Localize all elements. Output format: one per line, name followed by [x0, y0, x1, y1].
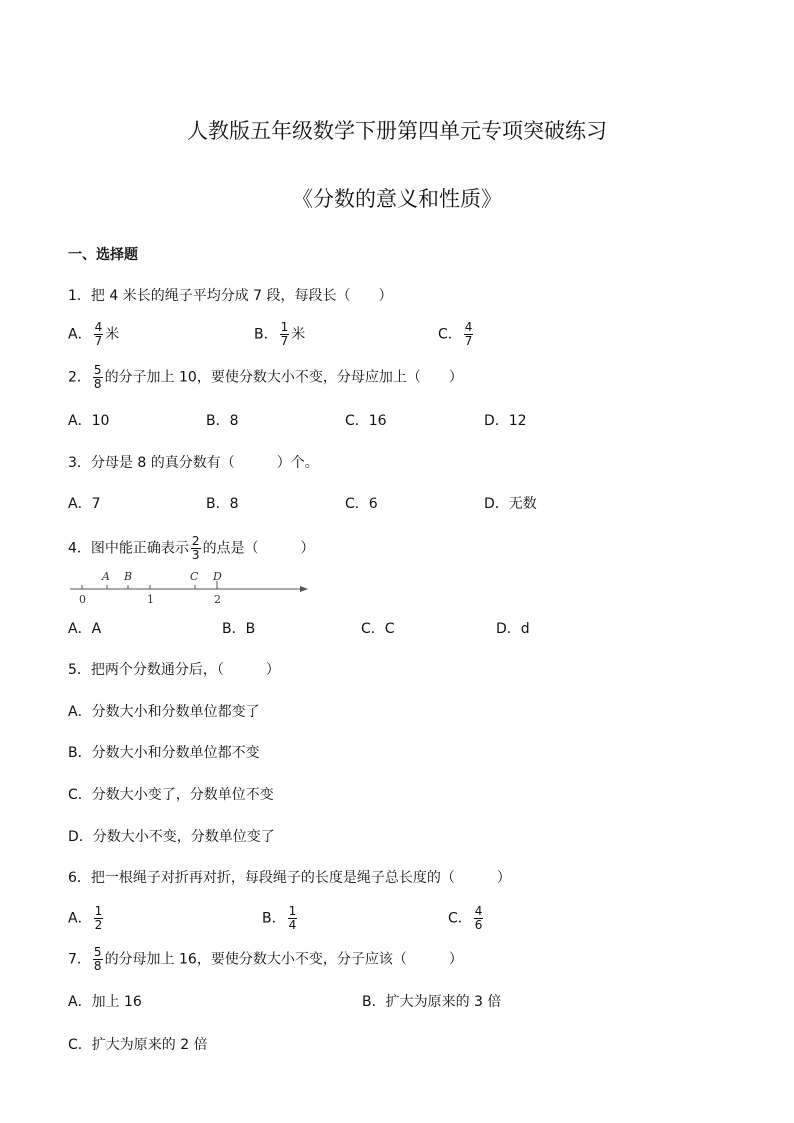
question-stem: 的点是（ ） — [202, 540, 315, 557]
fraction-denominator: 7 — [464, 334, 473, 348]
question-1: 1．把 4 米长的绳子平均分成 7 段，每段长（ ） — [68, 288, 393, 304]
fraction-numerator: 4 — [474, 904, 483, 918]
q5-option-a: A．分数大小和分数单位都变了 — [68, 704, 260, 720]
point-label-b: B — [124, 570, 133, 583]
q7-option-a: A．加上 16 — [68, 994, 142, 1010]
q3-option-c: C．6 — [345, 496, 378, 512]
fraction — [93, 946, 103, 973]
q5-option-d: D．分数大小不变，分数单位变了 — [68, 829, 275, 845]
fraction — [94, 321, 104, 348]
point-label-d: D — [213, 570, 222, 583]
fraction-denominator: 2 — [94, 918, 103, 932]
fraction — [280, 321, 290, 348]
fraction — [474, 905, 484, 932]
option-label: A． — [68, 326, 92, 343]
question-prefix: 4．图中能正确表示 — [68, 540, 189, 557]
q3-option-b: B．8 — [206, 496, 239, 512]
page-title: 人教版五年级数学下册第四单元专项突破练习 — [187, 119, 607, 143]
fraction — [93, 364, 103, 391]
q4-option-a: A．A — [68, 621, 102, 637]
fraction-numerator: 1 — [280, 320, 289, 334]
q6-option-c — [448, 905, 485, 932]
question-2 — [68, 364, 463, 391]
question-stem: 的分母加上 16，要使分数大小不变，分子应该（ ） — [104, 951, 463, 968]
fraction-denominator: 8 — [93, 959, 102, 973]
fraction — [464, 321, 474, 348]
q5-option-b: B．分数大小和分数单位都不变 — [68, 745, 260, 761]
q3-option-d: D．无数 — [484, 496, 537, 512]
q1-option-a — [68, 321, 119, 348]
fraction-denominator: 4 — [288, 918, 297, 932]
q4-option-b: B．B — [222, 621, 256, 637]
fraction — [94, 905, 104, 932]
q7-option-b: B．扩大为原来的 3 倍 — [362, 994, 502, 1010]
question-5: 5．把两个分数通分后，（ ） — [68, 662, 280, 678]
question-6: 6．把一根绳子对折再对折，每段绳子的长度是绳子总长度的（ ） — [68, 870, 511, 886]
tick-label-0: 0 — [79, 593, 86, 606]
q2-option-a: A．10 — [68, 413, 110, 429]
q5-option-c: C．分数大小变了，分数单位不变 — [68, 787, 274, 803]
fraction-numerator: 1 — [288, 904, 297, 918]
tick-label-1: 1 — [147, 593, 154, 606]
tick-label-2: 2 — [214, 593, 221, 606]
fraction-denominator: 3 — [191, 548, 200, 562]
fraction-denominator: 7 — [94, 334, 103, 348]
fraction-numerator: 4 — [94, 320, 103, 334]
question-stem: 的分子加上 10，要使分数大小不变，分母应加上（ ） — [104, 369, 463, 386]
q1-option-b — [254, 321, 305, 348]
number-line-figure — [68, 566, 313, 608]
q6-option-b — [262, 905, 299, 932]
question-number: 2． — [68, 369, 91, 386]
option-unit: 米 — [291, 326, 306, 343]
q2-option-b: B．8 — [206, 413, 239, 429]
fraction-denominator: 7 — [280, 334, 289, 348]
fraction-numerator: 2 — [191, 534, 200, 548]
question-number: 7． — [68, 951, 91, 968]
option-label: C． — [448, 910, 472, 927]
q3-option-a: A．7 — [68, 496, 101, 512]
fraction-denominator: 8 — [93, 377, 102, 391]
fraction-numerator: 4 — [464, 320, 473, 334]
q7-option-c: C．扩大为原来的 2 倍 — [68, 1037, 208, 1053]
fraction — [191, 535, 201, 562]
question-4 — [68, 535, 315, 562]
point-label-a: A — [102, 570, 110, 583]
option-label: B． — [262, 910, 286, 927]
q4-option-c: C．C — [361, 621, 395, 637]
fraction — [288, 905, 298, 932]
page-subtitle: 《分数的意义和性质》 — [292, 187, 502, 211]
q1-option-c — [438, 321, 475, 348]
option-label: C． — [438, 326, 462, 343]
option-label: B． — [254, 326, 278, 343]
section-header: 一、选择题 — [68, 247, 138, 263]
q2-option-d: D．12 — [484, 413, 527, 429]
option-label: A． — [68, 910, 92, 927]
q2-option-c: C．16 — [345, 413, 387, 429]
q6-option-a — [68, 905, 105, 932]
fraction-numerator: 5 — [93, 945, 102, 959]
question-3: 3．分母是 8 的真分数有（ ）个。 — [68, 455, 319, 471]
fraction-numerator: 1 — [94, 904, 103, 918]
point-label-c: C — [190, 570, 199, 583]
q4-option-d: D．d — [496, 621, 530, 637]
fraction-numerator: 5 — [93, 363, 102, 377]
fraction-denominator: 6 — [474, 918, 483, 932]
option-unit: 米 — [105, 326, 120, 343]
question-7 — [68, 946, 463, 973]
number-line-arrow — [300, 586, 308, 592]
